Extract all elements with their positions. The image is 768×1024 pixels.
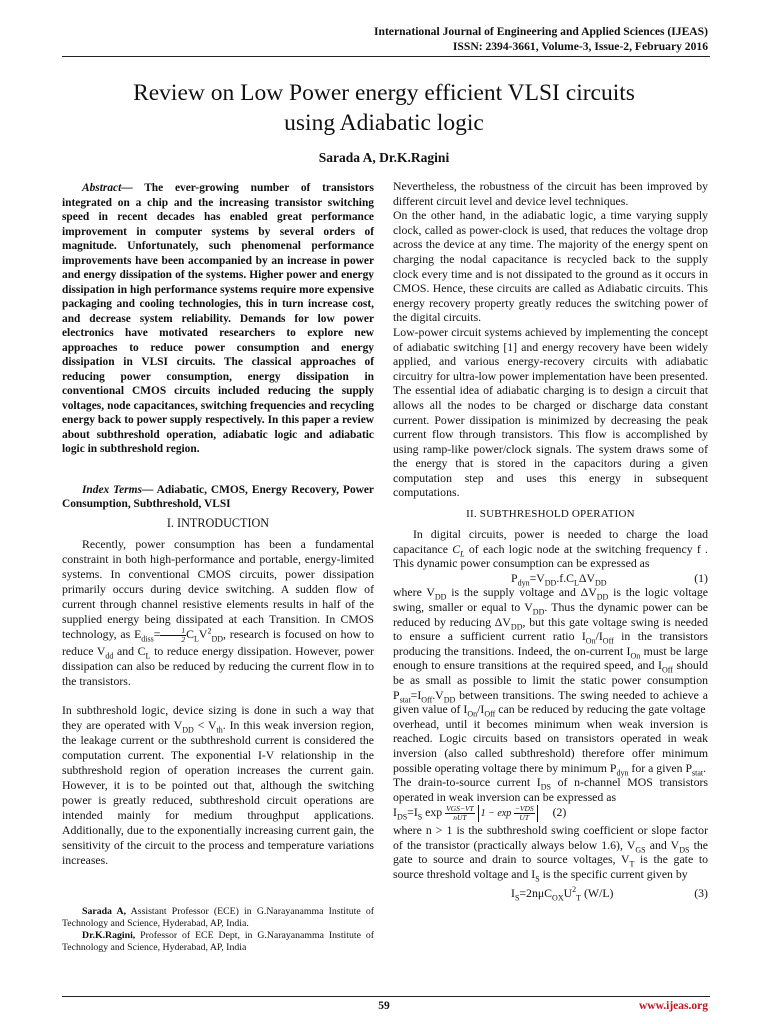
subthreshold-paragraph-4: The drain-to-source current $I_{DS}$ of n-channel MOS transistors operated in weak inversion can be expressed as bbox=[393, 775, 708, 804]
title-line-2: using Adiabatic logic bbox=[284, 110, 484, 136]
abstract bbox=[62, 181, 374, 457]
subthreshold-paragraph-5: where n > 1 is the subthreshold swing coefficient or slope factor of the transistor (practically always below 1.6), $V_{GS}$ and $V_{DS}$ the gate to source and drain to source voltages, $V_T$ is the gate to source threshold voltage and $I_S$ is the specific current given by bbox=[393, 823, 709, 884]
journal-issn: ISSN: 2394-3661, Volume-3, Issue-2, February 2016 bbox=[452, 40, 708, 53]
index-terms bbox=[62, 483, 374, 512]
page-number: 59 bbox=[378, 1000, 390, 1012]
equation-2: $I_{DS}=I_S$ exp $\frac{\text{VGS−VT}}{\text{nUT}}$ 1 − exp $\frac{\text{−VDS}}{UT}$ (2) bbox=[393, 804, 567, 823]
abstract-text: — The ever-growing number of transistors integrated on a chip and the increasing transistor switching speed in recent decades has enabled great performance improvement in computer systems by several orders of magnitude. Unfortunately, such phenomenal performance improvements have been accompanied by an increase in power and energy dissipation of the systems. Higher power and energy dissipation in high performance systems require more expensive packaging and cooling technologies, this in turn increase cost, and decrease system reliability. Demands for low power electronics have motivated researchers to explore new approaches to reduce power consumption and energy dissipation in VLSI circuits. The classical approaches of reducing power consumption, energy dissipation in conventional CMOS circuits included reducing the supply voltages, node capacitances, switching frequencies and recycling energy back to power supply respectively. In this paper a review about subthreshold operation, adiabatic logic and adiabatic logic in subthreshold region. bbox=[62, 182, 374, 455]
intro-paragraph-2: In subthreshold logic, device sizing is done in such a way that they are operated with $V_{DD} < V_{th}$. In this weak inversion region, the leakage current or the subthreshold current is considered the computation current. The exponential I-V relationship in the subthreshold region of operation increases the current gain. However, it is to be pointed out that, although the switching power is greatly reduced, subthreshold circuit operations are intended mainly for medium throughput applications. Additionally, due to the exponentially increasing current gain, the sensitivity of the circuit to the process and temperature variations increases. bbox=[62, 703, 374, 867]
author-footnotes bbox=[62, 906, 374, 954]
paper-title bbox=[0, 78, 768, 138]
footnote-1: Sarada A, Assistant Professor (ECE) in G.Narayanamma Institute of Technology and Science, Hyderabad, AP, India. bbox=[62, 906, 375, 929]
journal-name: International Journal of Engineering and Applied Sciences (IJEAS) bbox=[373, 25, 708, 38]
equation-2-number: (2) bbox=[552, 805, 567, 820]
right-paragraph-1: Nevertheless, the robustness of the circuit has been improved by different circuit level and device level techniques. bbox=[393, 179, 708, 208]
journal-header bbox=[374, 24, 708, 54]
journal-url-link[interactable]: www.ijeas.org bbox=[639, 1000, 708, 1012]
right-paragraph-3: Low-power circuit systems achieved by implementing the concept of adiabatic switching [1] and energy recovery have been widely applied, and various energy-recovery circuits with adiabatic circuitry for ultra-low power implementation have been presented. The essential idea of adiabatic charging is to design a circuit that allows all the nodes to be charged or discharge data constant current. Power dissipation is minimized by decreasing the peak current flow through transistors. This flow is accomplished by using ramp-like power/clock signals. The system draws some of the energy that is stored in the capacitors during a given computation step and uses this energy in subsequent computations. bbox=[393, 324, 708, 500]
subthreshold-paragraph-3: overhead, until it becomes minimum when weak inversion is reached. Logic circuits based on transistors operated in weak inversion (also called subthreshold) therefore offer minimum possible operating voltage there by minimum $P_{dyn}$ for a given $P_{stat}$. bbox=[393, 716, 708, 777]
abstract-label: Abstract bbox=[82, 182, 122, 194]
subthreshold-paragraph-1: In digital circuits, power is needed to charge the load capacitance $C_L$ of each logic node at the switching frequency f . This dynamic power consumption can be expressed as bbox=[393, 527, 708, 571]
equation-1-number: (1) bbox=[694, 570, 708, 585]
index-terms-text: — Adiabatic, CMOS, Energy Recovery, Power Consumption, Subthreshold, VLSI bbox=[62, 483, 374, 510]
fraction-one-half: $\frac{1}{2}$ bbox=[160, 627, 186, 644]
intro-body bbox=[62, 537, 374, 868]
title-line-1: Review on Low Power energy efficient VLSI circuits bbox=[133, 80, 635, 106]
subthreshold-paragraph-2: where $V_{DD}$ is the supply voltage and $\Delta V_{DD}$ is the logic voltage swing, smaller or equal to $V_{DD}$. Thus the dynamic power can be reduced by reducing $\Delta V_{DD}$, but this gate voltage swing is needed to ensure a sufficient current ratio $I_{On}/I_{Off}$ in the transistors producing the transitions. Indeed, the on-current $I_{On}$ must be large enough to ensure transitions at the required speed, and $I_{Off}$ should be as small as possible to limit the static power consumption $P_{stat}=I_{Off}.V_{DD}$ between transitions. The swing needed to achieve a given value of $I_{On}/I_{Off}$ can be reduced by reducing the gate voltage bbox=[393, 585, 708, 719]
footnote-2: Dr.K.Ragini, Professor of ECE Dept, in G.Narayanamma Institute of Technology and Science, Hyderabad, AP, India bbox=[62, 930, 374, 953]
section-heading-subthreshold: II. SUBTHRESHOLD OPERATION bbox=[466, 508, 635, 520]
left-column bbox=[62, 181, 374, 512]
section-heading-introduction: I. INTRODUCTION bbox=[166, 516, 270, 530]
equation-3-number: (3) bbox=[694, 885, 708, 900]
header-rule bbox=[62, 56, 710, 57]
authors: Sarada A, Dr.K.Ragini bbox=[318, 150, 450, 165]
right-column bbox=[393, 179, 708, 500]
subthreshold-body bbox=[393, 527, 709, 903]
right-paragraph-2: On the other hand, in the adiabatic logic, a time varying supply clock, called as power-clock is used, that reduces the voltage drop across the device at any time. The majority of the energy spent on charging the nodal capacitance is recycled back to the supply clock every time and is not dissipated to the ground as it occurs in CMOS. Hence, these circuits are called as Adiabatic circuits. This energy recovery property greatly reduces the switching power of the digital circuits. bbox=[393, 208, 708, 325]
equation-3: $I_S=2n\mu C_{OX}U^2_T$ (W/L) (3) bbox=[511, 884, 708, 903]
equation-1: $P_{dyn}=V_{DD}.f.C_L\Delta V_{DD}$ (1) bbox=[511, 570, 708, 588]
intro-paragraph-1: Recently, power consumption has been a fundamental constraint in both high-performance and portable, energy-limited systems. In conventional CMOS circuits, power dissipation primarily occurs during device switching. A sudden flow of current through channel resistive elements results in half of the supplied energy being dissipated at each Transition. In CMOS technology, as $E_{diss}=$ $\frac{1}{2}$ $C_LV^2_{DD}$, research is focused on how to reduce $V_{dd}$ and $C_L$ to reduce energy dissipation. However, power dissipation can also be reduced by reducing the current flow in to the transistors. bbox=[62, 537, 374, 688]
index-terms-label: Index Terms bbox=[82, 483, 142, 496]
footer-rule bbox=[62, 996, 710, 997]
